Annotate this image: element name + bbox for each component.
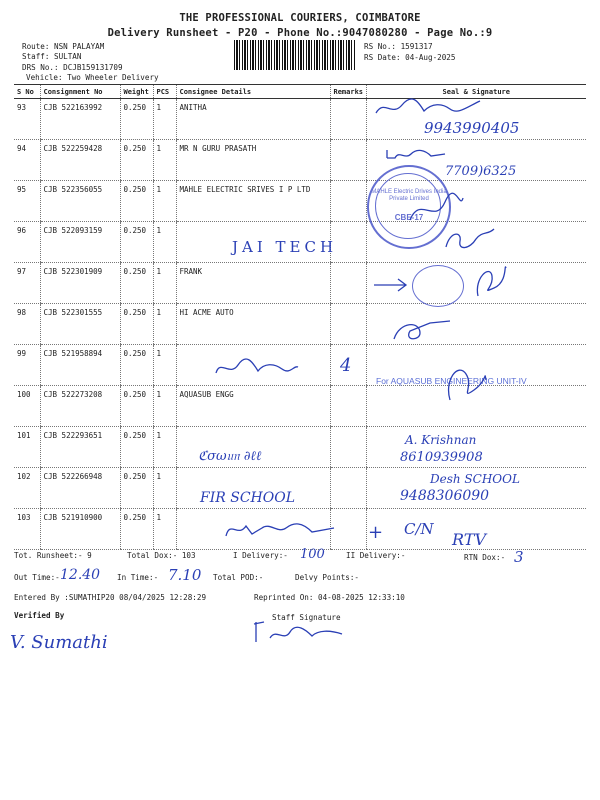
arrow-97 <box>372 275 412 295</box>
total-dox: Total Dox:- 103 <box>127 551 196 560</box>
cell-sno: 101 <box>14 427 40 468</box>
cell-pcs: 1 <box>153 140 176 181</box>
cell-consignee: ANITHA <box>176 99 330 140</box>
cell-weight: 0.250 <box>120 263 153 304</box>
school-102: Desh SCHOOL <box>430 472 520 486</box>
rtn-dox-value: 3 <box>514 548 524 566</box>
cell-consignment-no: CJB 522163992 <box>40 99 120 140</box>
cell-consignee: MAHLE ELECTRIC SRIVES I P LTD <box>176 181 330 222</box>
phone-102: 9488306090 <box>400 488 490 504</box>
signature-96 <box>440 225 500 255</box>
barcode <box>234 40 356 70</box>
table-row <box>14 386 586 427</box>
cell-consignment-no: CJB 521958894 <box>40 345 120 386</box>
col-pcs: PCS <box>153 85 176 99</box>
table-row <box>14 304 586 345</box>
cell-sno: 99 <box>14 345 40 386</box>
cell-sno: 95 <box>14 181 40 222</box>
phone-101: 8610939908 <box>400 450 483 465</box>
cell-remarks <box>330 99 366 140</box>
cell-remarks <box>330 427 366 468</box>
cell-consignment-no: CJB 522293651 <box>40 427 120 468</box>
consignee-103-handwritten <box>222 518 342 542</box>
runsheet-title: Delivery Runsheet - P20 - Phone No.:9047080280 - Page No.:9 <box>107 27 493 39</box>
stamp-center: CBE-17 <box>394 213 424 222</box>
consignee-101-handwritten: ℭσω𝔲𝔫 ∂ℓℓ <box>198 449 262 464</box>
signature-94 <box>385 146 455 164</box>
cell-sno: 94 <box>14 140 40 181</box>
in-time-label: In Time:- <box>117 573 159 582</box>
cell-sno: 98 <box>14 304 40 345</box>
out-time-label: Out Time:- <box>14 573 60 582</box>
signature-99 <box>212 355 302 381</box>
cell-consignee: MR N GURU PRASATH <box>176 140 330 181</box>
verified-signature: V. Sumathi <box>10 632 108 653</box>
cell-weight: 0.250 <box>120 468 153 509</box>
cell-pcs: 1 <box>153 427 176 468</box>
cell-pcs: 1 <box>153 99 176 140</box>
cell-pcs: 1 <box>153 304 176 345</box>
round-seal-97 <box>412 265 464 307</box>
cell-consignment-no: CJB 522266948 <box>40 468 120 509</box>
table-row <box>14 181 586 222</box>
i-delivery-value: 100 <box>300 547 325 562</box>
cell-consignee: AQUASUB ENGG <box>176 386 330 427</box>
col-consignment: Consignment No <box>40 85 120 99</box>
signature-95 <box>405 190 465 230</box>
col-sno: S No <box>14 85 40 99</box>
cell-weight: 0.250 <box>120 509 153 550</box>
cell-sno: 102 <box>14 468 40 509</box>
cell-sno: 93 <box>14 99 40 140</box>
cell-consignment-no: CJB 522301909 <box>40 263 120 304</box>
mark-99: 4 <box>340 355 352 376</box>
consignee-102-handwritten: FIR SCHOOL <box>200 490 295 506</box>
tot-runsheet: Tot. Runsheet:- 9 <box>14 551 92 560</box>
cell-remarks <box>330 181 366 222</box>
ii-delivery-label: II Delivery:- <box>346 551 406 560</box>
staff-signature <box>250 618 360 648</box>
signature-100 <box>440 360 490 406</box>
cell-weight: 0.250 <box>120 427 153 468</box>
cell-consignee: HI ACME AUTO <box>176 304 330 345</box>
cell-pcs: 1 <box>153 386 176 427</box>
cell-pcs: 1 <box>153 263 176 304</box>
cell-sno: 103 <box>14 509 40 550</box>
cell-pcs: 1 <box>153 181 176 222</box>
cell-consignment-no: CJB 522093159 <box>40 222 120 263</box>
out-time-value: 12.40 <box>60 567 101 583</box>
route: Route: NSN PALAYAM <box>22 42 105 51</box>
cell-remarks <box>330 140 366 181</box>
cell-pcs: 1 <box>153 509 176 550</box>
cell-remarks <box>330 386 366 427</box>
cell-remarks <box>330 304 366 345</box>
rs-date: RS Date: 04-Aug-2025 <box>364 53 456 62</box>
cell-consignment-no: CJB 522301555 <box>40 304 120 345</box>
table-row <box>14 427 586 468</box>
name-101: A. Krishnan <box>405 433 477 447</box>
cell-sno: 100 <box>14 386 40 427</box>
staff-signature-label: Staff Signature <box>272 613 341 622</box>
reprinted-on: Reprinted On: 04-08-2025 12:33:10 <box>254 593 405 602</box>
cell-consignment-no: CJB 522273208 <box>40 386 120 427</box>
cell-weight: 0.250 <box>120 99 153 140</box>
cell-weight: 0.250 <box>120 181 153 222</box>
vehicle: Vehicle: Two Wheeler Delivery <box>26 73 159 82</box>
cell-consignment-no: CJB 522356055 <box>40 181 120 222</box>
col-weight: Weight <box>120 85 153 99</box>
cell-remarks <box>330 468 366 509</box>
col-remarks: Remarks <box>330 85 366 99</box>
cell-pcs: 1 <box>153 468 176 509</box>
total-pod: Total POD:- <box>213 573 264 582</box>
cell-weight: 0.250 <box>120 140 153 181</box>
signature-98 <box>390 315 460 345</box>
cn-103: C/N <box>404 520 434 538</box>
col-consignee: Consignee Details <box>176 85 330 99</box>
cell-consignment-no: CJB 522259428 <box>40 140 120 181</box>
plus-mark: + <box>368 522 384 543</box>
cell-sno: 97 <box>14 263 40 304</box>
stamp-text: MAHLE Electric Drives India Private Limited <box>371 189 447 202</box>
cell-consignment-no: CJB 521910900 <box>40 509 120 550</box>
cell-pcs: 1 <box>153 222 176 263</box>
company-title: THE PROFESSIONAL COURIERS, COIMBATORE <box>179 12 421 24</box>
rs-number: RS No.: 1591317 <box>364 42 433 51</box>
entered-by: Entered By :SUMATHIP20 08/04/2025 12:28:29 <box>14 593 207 602</box>
rtn-dox-label: RTN Dox:- <box>464 553 506 562</box>
phone-94: 7709)6325 <box>445 164 517 179</box>
table-header <box>14 85 586 99</box>
col-seal-signature: Seal & Signature <box>366 85 586 99</box>
cell-consignee: FRANK <box>176 263 330 304</box>
cell-remarks <box>330 263 366 304</box>
i-delivery-label: I Delivery:- <box>233 551 288 560</box>
cell-weight: 0.250 <box>120 345 153 386</box>
consignee-96-handwritten: JAI TECH <box>232 238 338 256</box>
cell-sno: 96 <box>14 222 40 263</box>
drs-number: DRS No.: DCJB159131709 <box>22 63 123 72</box>
phone-93: 9943990405 <box>424 119 520 137</box>
rtv-103: RTV <box>452 530 486 549</box>
cell-weight: 0.250 <box>120 222 153 263</box>
cell-pcs: 1 <box>153 345 176 386</box>
staff: Staff: SULTAN <box>22 52 82 61</box>
delvy-points: Delvy Points:- <box>295 573 360 582</box>
verified-by-label: Verified By <box>14 611 65 620</box>
in-time-value: 7.10 <box>168 566 202 584</box>
signature-97 <box>470 258 510 302</box>
cell-weight: 0.250 <box>120 304 153 345</box>
signature-93 <box>372 97 492 119</box>
aquasub-stamp: For AQUASUB ENGINEERING UNIT-IV <box>376 376 527 386</box>
cell-weight: 0.250 <box>120 386 153 427</box>
